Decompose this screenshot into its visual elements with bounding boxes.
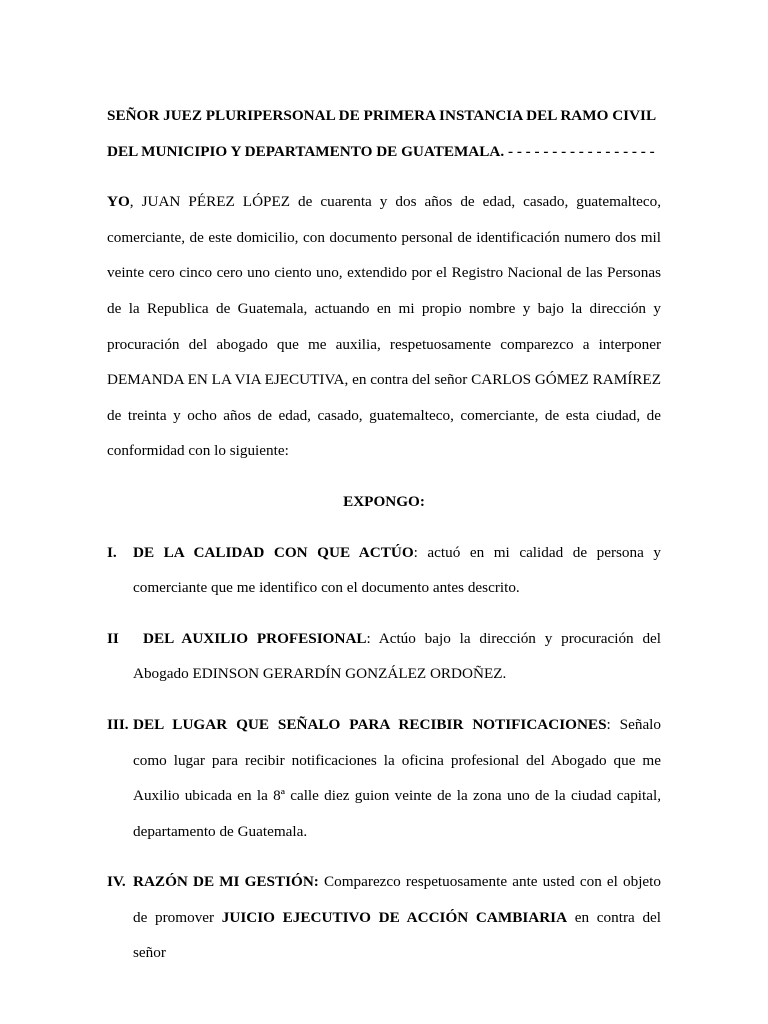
list-item-4 — [107, 864, 661, 971]
document-heading — [107, 98, 661, 169]
item-title: RAZÓN DE MI GESTIÓN: — [133, 873, 319, 891]
document-page — [107, 98, 661, 971]
heading-line-2-text: DEL MUNICIPIO Y DEPARTAMENTO DE GUATEMALA. — [107, 142, 505, 160]
heading-dashes: - - - - - - - - - - - - - - - - - — [507, 142, 655, 160]
list-item-3 — [107, 707, 661, 849]
item-title: DEL LUGAR QUE SEÑALO PARA RECIBIR NOTIFICACIONES — [133, 715, 607, 733]
item-number: IV. — [107, 873, 126, 891]
intro-text: , JUAN PÉREZ LÓPEZ de cuarenta y dos años de edad, casado, guatemalteco, comerciante, de este domicilio, con documento personal de identificación numero dos mil veinte cero cinco cero uno ciento uno, extendido por el Registro Nacional de las Personas de la Republica de Guatemala, actuando en mi propio nombre y bajo la dirección y procuración del abogado que me auxilia, respetuosamente comparezco a interponer DEMANDA EN LA VIA EJECUTIVA, en contra del señor CARLOS GÓMEZ RAMÍREZ de treinta y ocho años de edad, casado, guatemalteco, comerciante, de esta ciudad, de conformidad con lo siguiente: — [107, 193, 661, 460]
intro-lead: YO — [107, 193, 130, 211]
item-number: III. — [107, 715, 129, 733]
intro-paragraph — [107, 184, 661, 469]
item-bold-phrase: JUICIO EJECUTIVO DE ACCIÓN CAMBIARIA — [221, 908, 568, 926]
list-item-1 — [107, 535, 661, 606]
item-text-tail: en contra del señor — [133, 908, 662, 962]
item-text: : Señalo como lugar para recibir notificaciones la oficina profesional del Abogado que me Auxilio ubicada en la 8ª calle diez guion veinte de la zona uno de la ciudad capital, departamento de Guatemala. — [133, 715, 661, 840]
item-text: : Actúo bajo la dirección y procuración del Abogado EDINSON GERARDÍN GONZÁLEZ ORDOÑEZ. — [133, 629, 662, 683]
item-title: DE LA CALIDAD CON QUE ACTÚO — [133, 543, 414, 561]
item-title: DEL AUXILIO PROFESIONAL — [143, 629, 367, 647]
section-heading: EXPONGO: — [343, 492, 425, 510]
list-item-2 — [107, 621, 661, 692]
heading-line-1: SEÑOR JUEZ PLURIPERSONAL DE PRIMERA INSTANCIA DEL RAMO CIVIL — [107, 107, 657, 124]
item-text: Comparezco respetuosamente ante usted con el objeto de promover — [133, 873, 661, 926]
heading-line-2 — [107, 134, 661, 170]
item-number: II — [107, 629, 119, 647]
item-text: : actuó en mi calidad de persona y comerciante que me identifico con el documento antes descrito. — [133, 543, 661, 597]
item-number: I. — [107, 543, 117, 561]
